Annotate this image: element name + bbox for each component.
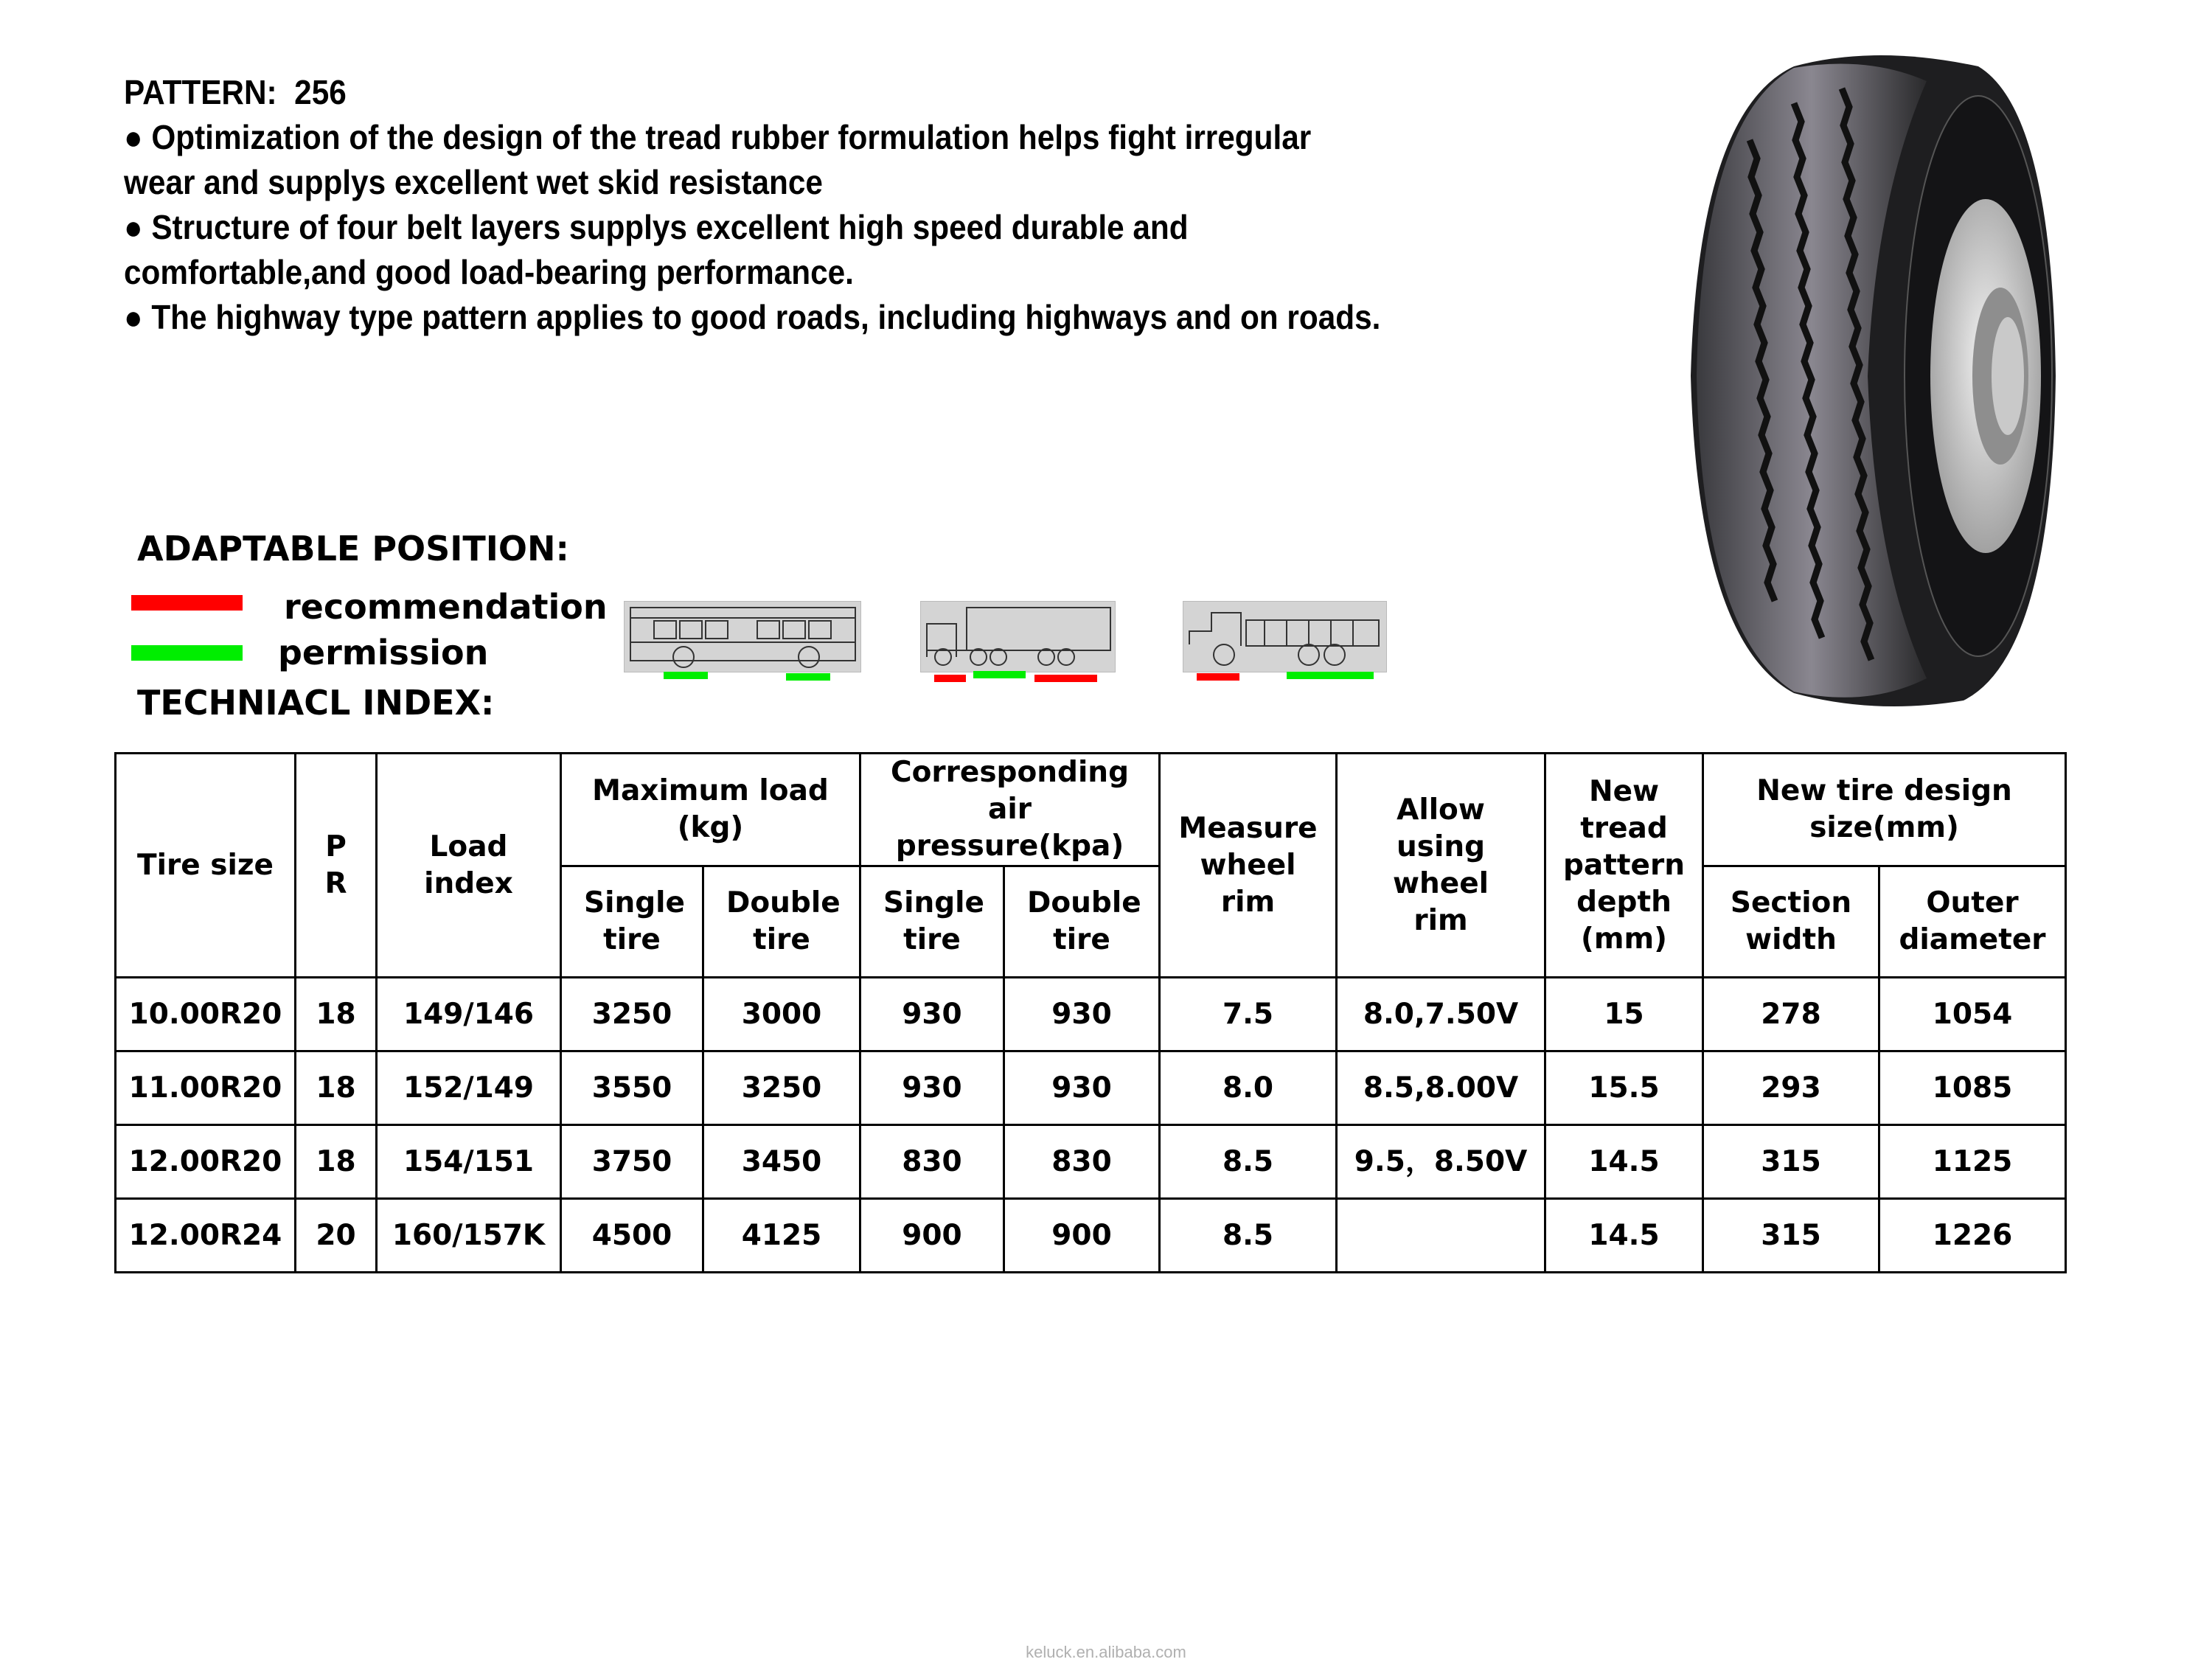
dump-truck-icon — [1183, 601, 1387, 672]
header-max-load-single: Single tire — [561, 866, 703, 978]
dump-rear-permission-bar — [1287, 672, 1374, 679]
technical-index-table — [114, 752, 2067, 1273]
cell-tread-depth: 15.5 — [1545, 1051, 1703, 1125]
cell-load-index: 160/157K — [377, 1199, 561, 1273]
header-max-load-double: Double tire — [703, 866, 860, 978]
cell-tread-depth: 15 — [1545, 978, 1703, 1051]
cell-load-double: 3000 — [703, 978, 860, 1051]
cell-measure-rim: 8.5 — [1160, 1125, 1337, 1199]
cell-outer-diameter: 1085 — [1879, 1051, 2066, 1125]
header-load-index: Load index — [377, 754, 561, 978]
table-row — [116, 1125, 2066, 1199]
cell-pr: 20 — [296, 1199, 377, 1273]
header-section-width: Section width — [1703, 866, 1879, 978]
cell-section-width: 293 — [1703, 1051, 1879, 1125]
bullet-2-cont: comfortable,and good load-bearing performance. — [124, 253, 854, 291]
cell-tread-depth: 14.5 — [1545, 1125, 1703, 1199]
cell-load-double: 3450 — [703, 1125, 860, 1199]
cell-pressure-double: 830 — [1004, 1125, 1160, 1199]
table-row — [116, 1051, 2066, 1125]
recommendation-swatch — [131, 595, 243, 611]
cell-tire-size: 10.00R20 — [116, 978, 296, 1051]
cell-tire-size: 12.00R20 — [116, 1125, 296, 1199]
cell-pressure-double: 900 — [1004, 1199, 1160, 1273]
recommendation-label: recommendation — [284, 587, 608, 627]
cell-measure-rim: 8.5 — [1160, 1199, 1337, 1273]
bullet-1-cont: wear and supplys excellent wet skid resistance — [124, 163, 823, 201]
header-pressure-single: Single tire — [860, 866, 1004, 978]
header-pressure-double: Double tire — [1004, 866, 1160, 978]
header-design-size: New tire design size(mm) — [1703, 754, 2066, 866]
header-max-load: Maximum load (kg) — [561, 754, 860, 866]
multi-axle-truck-icon — [920, 601, 1116, 672]
cell-measure-rim: 7.5 — [1160, 978, 1337, 1051]
bus-front-permission-bar — [664, 672, 708, 679]
cell-outer-diameter: 1125 — [1879, 1125, 2066, 1199]
truck-middle-permission-bar — [973, 671, 1026, 678]
cell-pressure-single: 900 — [860, 1199, 1004, 1273]
bullet-2: ● Structure of four belt layers supplys excellent high speed durable and — [124, 208, 1189, 246]
cell-pr: 18 — [296, 1051, 377, 1125]
pattern-description — [124, 70, 1380, 340]
adaptable-position-title: ADAPTABLE POSITION: — [137, 529, 569, 569]
pattern-number: 256 — [294, 73, 347, 111]
header-outer-diameter: Outer diameter — [1879, 866, 2066, 978]
tire-image — [1683, 52, 2059, 712]
cell-tread-depth: 14.5 — [1545, 1199, 1703, 1273]
table-row — [116, 1199, 2066, 1273]
header-allow-rim: Allow using wheel rim — [1337, 754, 1545, 978]
footer-watermark: keluck.en.alibaba.com — [1026, 1643, 1186, 1661]
header-tire-size: Tire size — [116, 754, 296, 978]
header-air-pressure: Corresponding air pressure(kpa) — [860, 754, 1160, 866]
cell-outer-diameter: 1226 — [1879, 1199, 2066, 1273]
cell-section-width: 315 — [1703, 1125, 1879, 1199]
cell-pressure-single: 930 — [860, 978, 1004, 1051]
bullet-1: ● Optimization of the design of the tread rubber formulation helps fight irregular — [124, 118, 1312, 156]
table-row — [116, 978, 2066, 1051]
cell-section-width: 278 — [1703, 978, 1879, 1051]
cell-pr: 18 — [296, 1125, 377, 1199]
cell-load-single: 3750 — [561, 1125, 703, 1199]
cell-outer-diameter: 1054 — [1879, 978, 2066, 1051]
cell-load-index: 152/149 — [377, 1051, 561, 1125]
cell-pressure-single: 830 — [860, 1125, 1004, 1199]
truck-front-recommendation-bar — [934, 675, 966, 682]
cell-tire-size: 11.00R20 — [116, 1051, 296, 1125]
cell-tire-size: 12.00R24 — [116, 1199, 296, 1273]
pattern-heading: PATTERN: 256 — [124, 73, 347, 111]
dump-front-recommendation-bar — [1197, 673, 1239, 681]
cell-pr: 18 — [296, 978, 377, 1051]
technical-index-title: TECHNIACL INDEX: — [137, 683, 495, 723]
bus-icon — [624, 601, 861, 672]
cell-load-index: 149/146 — [377, 978, 561, 1051]
cell-pressure-double: 930 — [1004, 978, 1160, 1051]
header-tread-depth: New tread pattern depth (mm) — [1545, 754, 1703, 978]
cell-section-width: 315 — [1703, 1199, 1879, 1273]
permission-label: permission — [278, 633, 489, 672]
cell-load-single: 3550 — [561, 1051, 703, 1125]
header-measure-rim: Measure wheel rim — [1160, 754, 1337, 978]
cell-load-double: 4125 — [703, 1199, 860, 1273]
permission-swatch — [131, 645, 243, 661]
cell-pressure-single: 930 — [860, 1051, 1004, 1125]
cell-allow-rim — [1337, 1199, 1545, 1273]
cell-allow-rim: 8.0,7.50V — [1337, 978, 1545, 1051]
cell-allow-rim: 8.5,8.00V — [1337, 1051, 1545, 1125]
header-pr: P R — [296, 754, 377, 978]
cell-load-index: 154/151 — [377, 1125, 561, 1199]
cell-load-double: 3250 — [703, 1051, 860, 1125]
cell-load-single: 3250 — [561, 978, 703, 1051]
cell-measure-rim: 8.0 — [1160, 1051, 1337, 1125]
cell-load-single: 4500 — [561, 1199, 703, 1273]
bus-rear-permission-bar — [786, 673, 830, 681]
truck-rear-recommendation-bar — [1034, 675, 1097, 682]
cell-allow-rim: 9.5，8.50V — [1337, 1125, 1545, 1199]
cell-pressure-double: 930 — [1004, 1051, 1160, 1125]
bullet-3: ● The highway type pattern applies to good roads, including highways and on roads. — [124, 298, 1381, 336]
